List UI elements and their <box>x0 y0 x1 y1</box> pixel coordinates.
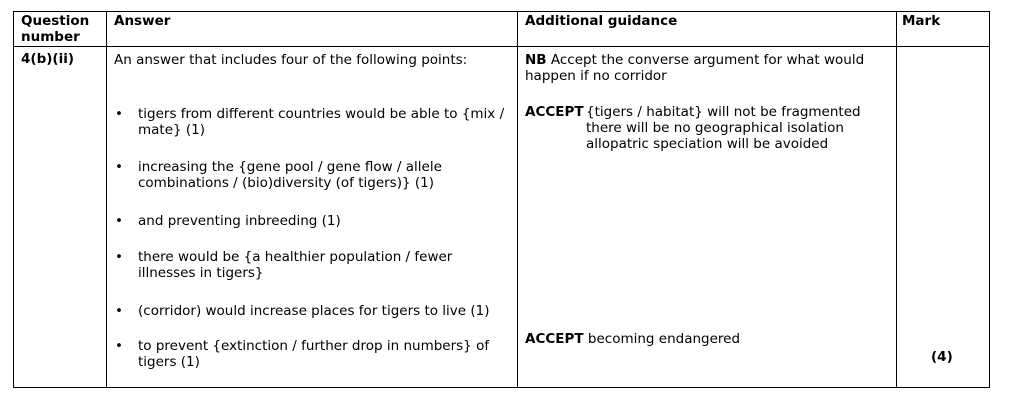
table-border-top <box>13 11 990 12</box>
answer-point: there would be {a healthier population / fewer illnesses in tigers} <box>138 249 453 281</box>
answer-point: increasing the {gene pool / gene flow / allele combinations / (bio)diversity (of tigers)} (1) <box>138 159 442 191</box>
accept-2-label: ACCEPT <box>525 331 584 347</box>
nb-label: NB <box>525 52 547 68</box>
answer-point: to prevent {extinction / further drop in numbers} of tigers (1) <box>138 338 490 370</box>
mark-scheme-table <box>13 11 990 388</box>
nb-text: Accept the converse argument for what would happen if no corridor <box>525 52 865 84</box>
guidance-nb <box>525 52 893 84</box>
guidance-accept-label: ACCEPT <box>525 104 584 120</box>
bullet-icon: • <box>115 303 123 319</box>
accept-line: there will be no geographical isolation <box>586 120 844 136</box>
accept-2-text: becoming endangered <box>587 331 741 347</box>
table-border-right <box>989 11 990 388</box>
column-divider-2 <box>517 11 518 388</box>
header-question-number: Question number <box>21 13 90 45</box>
bullet-icon: • <box>115 249 123 265</box>
header-additional-guidance: Additional guidance <box>525 13 678 29</box>
guidance-accept-list <box>586 104 891 152</box>
header-mark: Mark <box>902 13 941 29</box>
answer-intro: An answer that includes four of the following points: <box>114 52 468 68</box>
answer-point: and preventing inbreeding (1) <box>138 213 341 229</box>
table-border-bottom <box>13 387 990 388</box>
answer-point: tigers from different countries would be able to {mix / mate} (1) <box>138 106 505 138</box>
accept-line: {tigers / habitat} will not be fragmented <box>586 104 861 120</box>
bullet-icon: • <box>115 106 123 122</box>
column-divider-3 <box>896 11 897 388</box>
bullet-icon: • <box>115 213 123 229</box>
answer-point: (corridor) would increase places for tigers to live (1) <box>138 303 490 319</box>
question-number: 4(b)(ii) <box>21 51 74 67</box>
guidance-accept-2 <box>525 331 893 347</box>
table-border-left <box>13 11 14 388</box>
column-divider-1 <box>106 11 107 388</box>
accept-line: allopatric speciation will be avoided <box>586 136 829 152</box>
mark-value: (4) <box>931 349 953 365</box>
bullet-icon: • <box>115 159 123 175</box>
header-answer: Answer <box>114 13 171 29</box>
header-divider <box>13 46 990 47</box>
bullet-icon: • <box>115 338 123 354</box>
